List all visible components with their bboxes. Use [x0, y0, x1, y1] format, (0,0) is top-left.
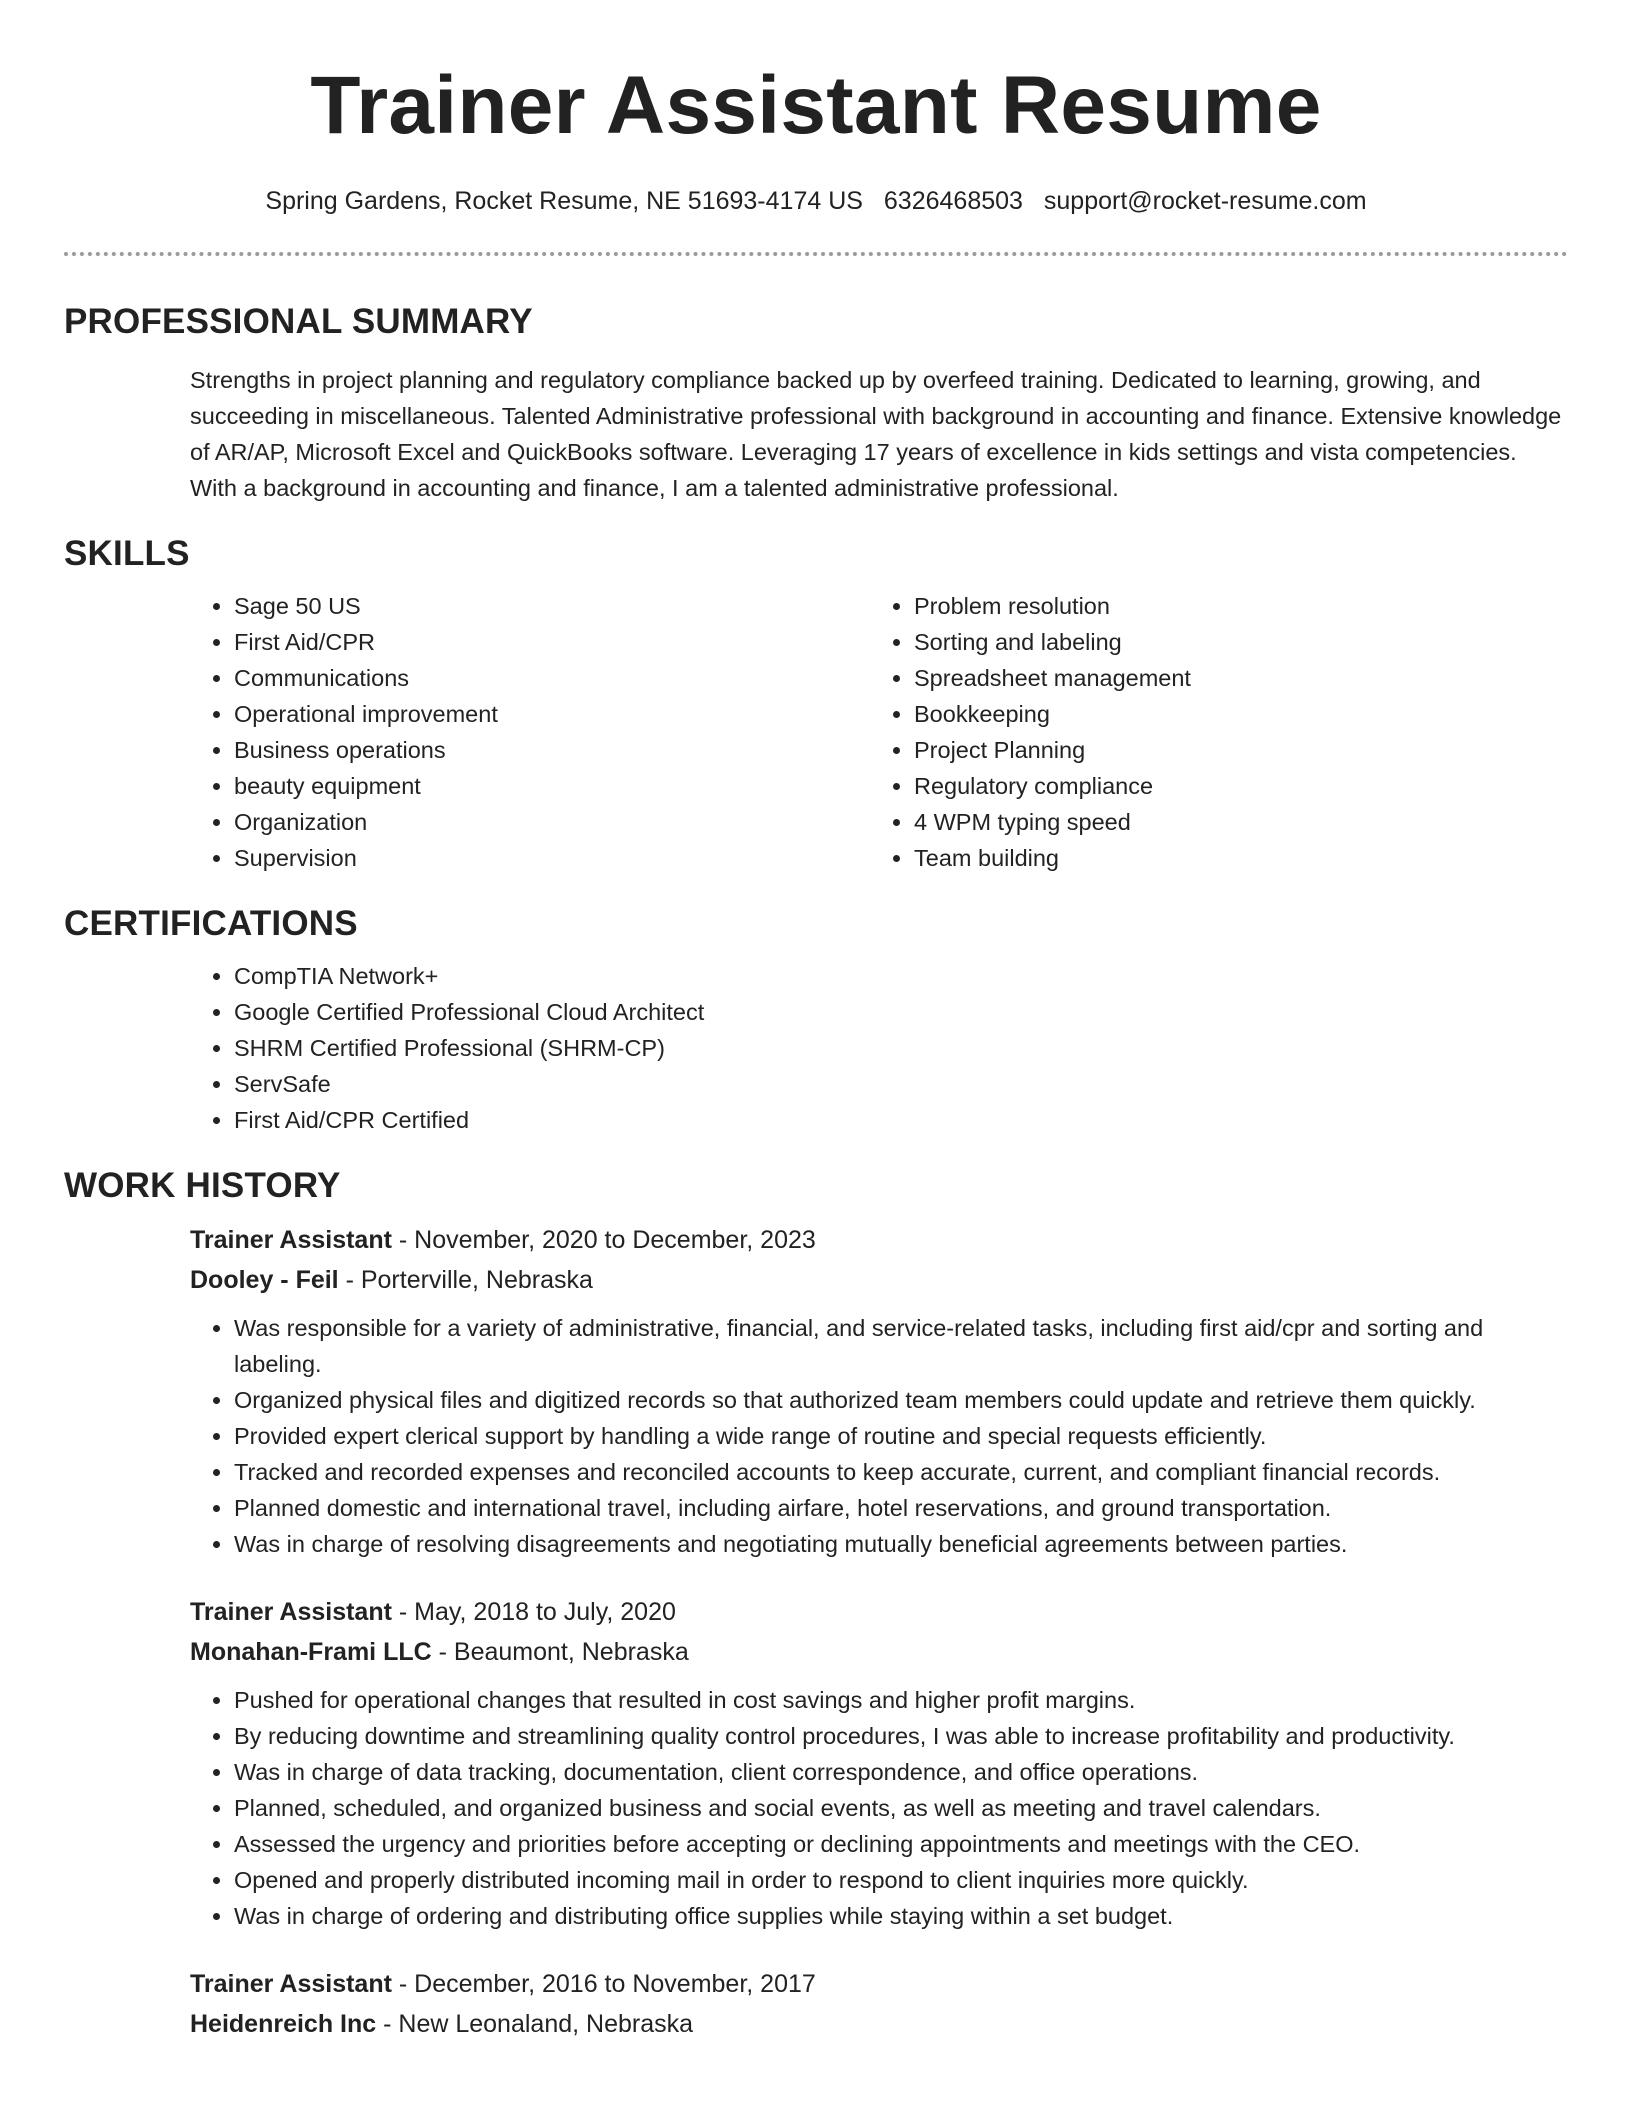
- skill-item: • Bookkeeping: [914, 696, 1550, 732]
- job-bullet: • Was responsible for a variety of administrative, financial, and service-related tasks, including first aid/cpr and sorting and labeling.: [234, 1310, 1568, 1382]
- skills-heading: SKILLS: [64, 534, 190, 573]
- job-title: Trainer Assistant: [190, 1226, 392, 1254]
- certification-item: • ServSafe: [234, 1066, 1568, 1102]
- job-company-line: [190, 2004, 1568, 2044]
- job-company-line: [190, 1260, 1568, 1300]
- job-bullet: • Pushed for operational changes that resulted in cost savings and higher profit margins.: [234, 1682, 1568, 1718]
- skill-item: • Sage 50 US: [234, 588, 870, 624]
- job-bullet: • Tracked and recorded expenses and reconciled accounts to keep accurate, current, and compliant financial records.: [234, 1454, 1568, 1490]
- job-location: - Porterville, Nebraska: [338, 1266, 593, 1294]
- job-bullet: • By reducing downtime and streamlining quality control procedures, I was able to increase profitability and productivity.: [234, 1718, 1568, 1754]
- contact-email: support@rocket-resume.com: [1043, 187, 1367, 215]
- certifications-heading: CERTIFICATIONS: [64, 904, 358, 943]
- job-entry: [190, 1964, 1568, 2044]
- job-dates: - May, 2018 to July, 2020: [391, 1598, 676, 1626]
- job-bullet: • Provided expert clerical support by handling a wide range of routine and special requests efficiently.: [234, 1418, 1568, 1454]
- job-entry: [190, 1592, 1568, 1934]
- job-bullet: • Assessed the urgency and priorities before accepting or declining appointments and meetings with the CEO.: [234, 1826, 1568, 1862]
- skill-item: • Organization: [234, 804, 870, 840]
- job-title: Trainer Assistant: [190, 1970, 392, 1998]
- job-bullet: • Was in charge of ordering and distributing office supplies while staying within a set budget.: [234, 1898, 1568, 1934]
- job-bullet: • Organized physical files and digitized records so that authorized team members could update and retrieve them quickly.: [234, 1382, 1568, 1418]
- skill-item: • Sorting and labeling: [914, 624, 1550, 660]
- skill-item: • Business operations: [234, 732, 870, 768]
- skills-grid: [64, 588, 1568, 876]
- skills-section: [64, 532, 1568, 876]
- job-company: Monahan-Frami LLC: [190, 1638, 432, 1666]
- job-location: - New Leonaland, Nebraska: [376, 2010, 694, 2038]
- certification-item: • SHRM Certified Professional (SHRM-CP): [234, 1030, 1568, 1066]
- certifications-section: [64, 902, 1568, 1138]
- job-company: Heidenreich Inc: [190, 2010, 377, 2038]
- skill-item: • Regulatory compliance: [914, 768, 1550, 804]
- job-dates: - November, 2020 to December, 2023: [391, 1226, 816, 1254]
- job-title: Trainer Assistant: [190, 1598, 392, 1626]
- job-company-line: [190, 1632, 1568, 1672]
- contact-phone: 6326468503: [883, 187, 1023, 215]
- summary-heading: PROFESSIONAL SUMMARY: [64, 302, 533, 341]
- job-title-line: [190, 1592, 1568, 1632]
- work-history-heading: WORK HISTORY: [64, 1166, 341, 1205]
- job-bullet: • Planned, scheduled, and organized business and social events, as well as meeting and travel calendars.: [234, 1790, 1568, 1826]
- skill-item: • Operational improvement: [234, 696, 870, 732]
- contact-info: [64, 184, 1568, 218]
- skills-column-right: [870, 588, 1550, 876]
- certification-item: • First Aid/CPR Certified: [234, 1102, 1568, 1138]
- resume-title: Trainer Assistant Resume: [310, 60, 1322, 151]
- work-history-body: [64, 1220, 1568, 2044]
- contact-address: Spring Gardens, Rocket Resume, NE 51693-4174 US: [265, 187, 863, 215]
- header-divider: [64, 252, 1568, 256]
- skill-item: • Problem resolution: [914, 588, 1550, 624]
- skills-column-left: [190, 588, 870, 876]
- job-dates: - December, 2016 to November, 2017: [391, 1970, 816, 1998]
- skill-item: • Team building: [914, 840, 1550, 876]
- skill-item: • First Aid/CPR: [234, 624, 870, 660]
- job-title-line: [190, 1964, 1568, 2004]
- skill-item: • beauty equipment: [234, 768, 870, 804]
- skill-item: • Spreadsheet management: [914, 660, 1550, 696]
- skill-item: • Project Planning: [914, 732, 1550, 768]
- certification-item: • CompTIA Network+: [234, 958, 1568, 994]
- job-title-line: [190, 1220, 1568, 1260]
- skill-item: • Supervision: [234, 840, 870, 876]
- job-location: - Beaumont, Nebraska: [431, 1638, 689, 1666]
- certification-item: • Google Certified Professional Cloud Architect: [234, 994, 1568, 1030]
- skill-item: • 4 WPM typing speed: [914, 804, 1550, 840]
- summary-section: [64, 300, 1568, 506]
- work-history-section: [64, 1164, 1568, 2044]
- job-company: Dooley - Feil: [190, 1266, 339, 1294]
- job-bullet: • Was in charge of resolving disagreements and negotiating mutually beneficial agreements between parties.: [234, 1526, 1568, 1562]
- summary-body: [64, 362, 1568, 506]
- summary-text: Strengths in project planning and regulatory compliance backed up by overfeed training. Dedicated to learning, growing, and succeeding in miscellaneous. Talented Administrative professional with background in accounting and finance. Extensive knowledge of AR/AP, Microsoft Excel and QuickBooks software. Leveraging 17 years of excellence in kids settings and vista competencies. With a background in accounting and finance, I am a talented administrative professional.: [190, 367, 1562, 501]
- job-entry: [190, 1220, 1568, 1562]
- certifications-body: [64, 958, 1568, 1138]
- job-bullet: • Was in charge of data tracking, documentation, client correspondence, and office operations.: [234, 1754, 1568, 1790]
- job-bullet: • Planned domestic and international travel, including airfare, hotel reservations, and ground transportation.: [234, 1490, 1568, 1526]
- skill-item: • Communications: [234, 660, 870, 696]
- job-bullet: • Opened and properly distributed incoming mail in order to respond to client inquiries more quickly.: [234, 1862, 1568, 1898]
